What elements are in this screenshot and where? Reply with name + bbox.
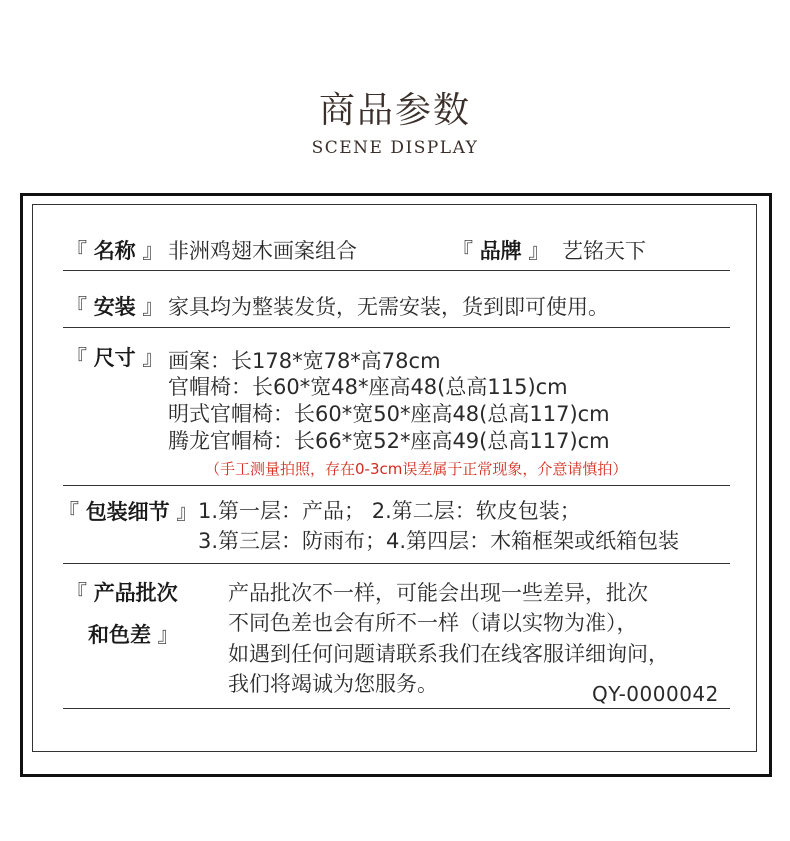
section-title: 商品参数 <box>318 90 471 131</box>
install-value: 家具均为整装发货，无需安装，货到即可使用。 <box>168 295 609 319</box>
install-label: 『 安装 』 <box>66 295 164 319</box>
size-label: 『 尺寸 』 <box>66 346 164 370</box>
batch-label-line2: 和色差 <box>88 623 151 647</box>
size-line: 腾龙官帽椅：长66*宽52*座高49(总高117)cm <box>168 429 610 453</box>
batch-line: 产品批次不一样，可能会出现一些差异，批次 <box>228 581 648 605</box>
row-divider <box>63 563 730 564</box>
batch-label-line1: 产品批次 <box>93 581 178 605</box>
packaging-line: 1.第一层：产品； 2.第二层：软皮包装； <box>198 499 581 523</box>
size-line: 画案：长178*宽78*高78cm <box>168 349 441 373</box>
batch-line: 如遇到任何问题请联系我们在线客服详细询问， <box>228 642 669 666</box>
size-line: 官帽椅：长60*宽48*座高48(总高115)cm <box>168 375 568 399</box>
product-code: QY-0000042 <box>592 682 719 706</box>
batch-line: 不同色差也会有所不一样（请以实物为准）， <box>228 611 638 635</box>
row-divider <box>63 485 730 486</box>
section-subtitle: SCENE DISPLAY <box>311 138 479 158</box>
install-label-text: 安装 <box>93 295 136 319</box>
brand-label: 『 品牌 』 <box>452 239 550 263</box>
packaging-label: 『 包装细节 』 <box>58 500 198 524</box>
size-line: 明式官帽椅：长60*宽50*座高48(总高117)cm <box>168 402 610 426</box>
name-label-text: 名称 <box>93 239 136 263</box>
size-label-text: 尺寸 <box>93 346 136 370</box>
packaging-label-text: 包装细节 <box>85 500 170 524</box>
row-divider <box>63 327 730 328</box>
size-note: （手工测量拍照，存在0-3cm误差属于正常现象，介意请慎拍） <box>205 460 628 478</box>
packaging-line: 3.第三层：防雨布；4.第四层：木箱框架或纸箱包装 <box>198 529 680 553</box>
row-divider <box>63 270 730 271</box>
name-value: 非洲鸡翅木画案组合 <box>168 239 357 263</box>
brand-label-text: 品牌 <box>479 239 522 263</box>
batch-label: 和色差 』 <box>88 623 179 647</box>
brand-value: 艺铭天下 <box>562 239 646 263</box>
batch-line: 我们将竭诚为您服务。 <box>228 672 438 696</box>
batch-label: 『 产品批次 <box>66 581 178 605</box>
name-label: 『 名称 』 <box>66 239 164 263</box>
row-divider <box>63 708 730 709</box>
